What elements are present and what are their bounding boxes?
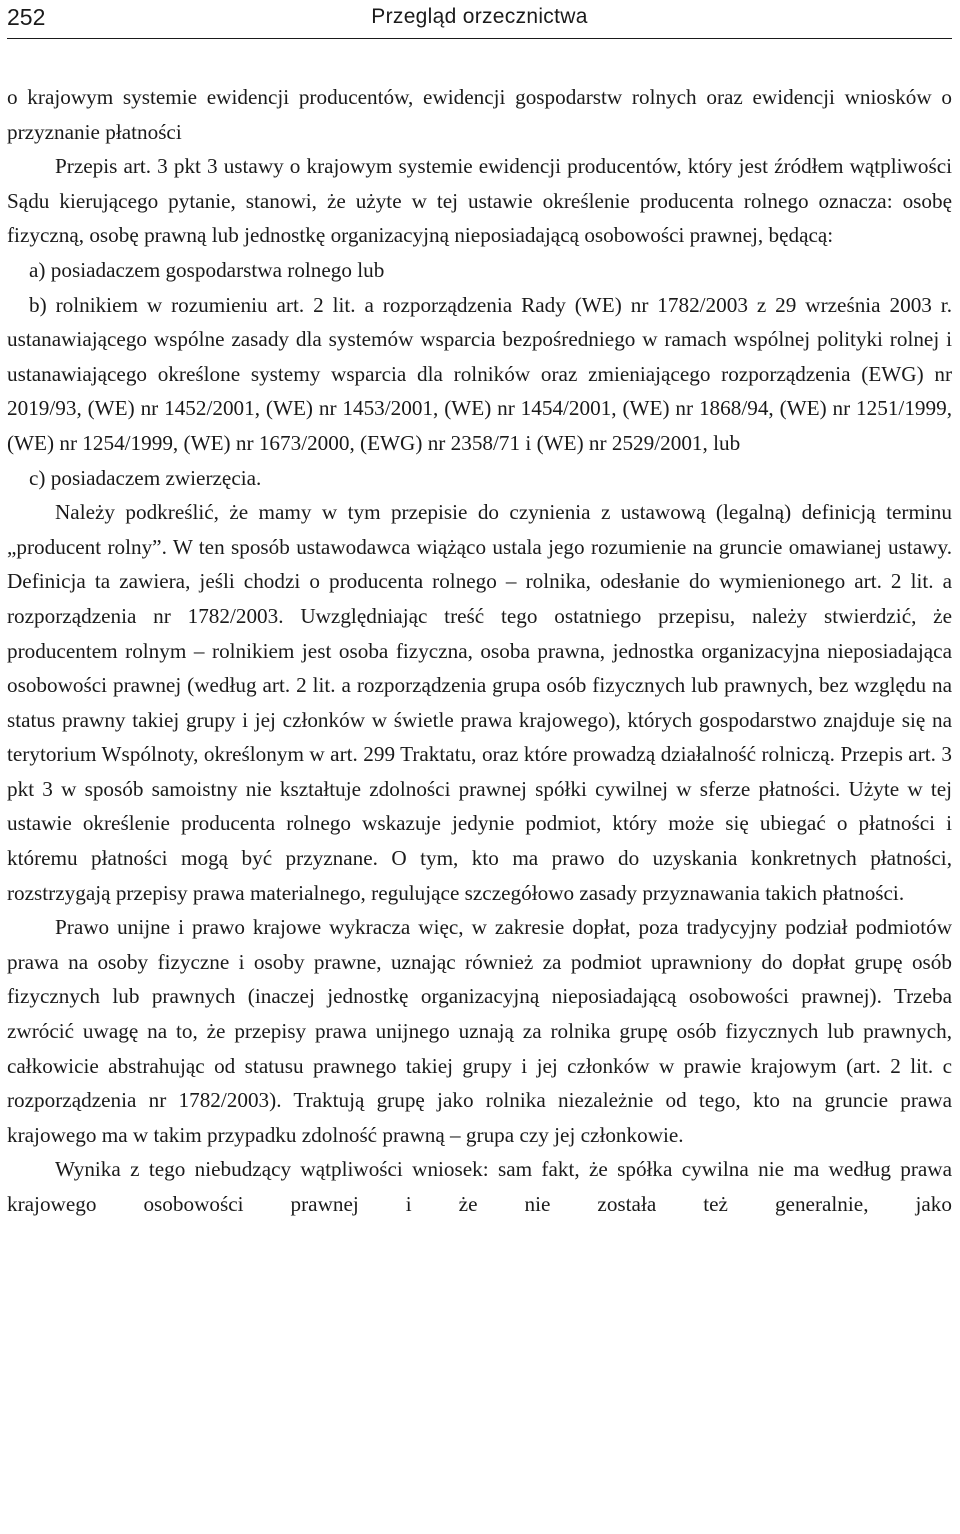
document-page: [7, 0, 952, 1534]
paragraph-analysis: Należy podkreślić, że mamy w tym przepisie do czynienia z ustawową (legalną) definicją terminu „producent rolny”. W ten sposób ustawodawca wiążąco ustala jego rozumienie na gruncie omawianej ustawy. Definicja ta zawiera, jeśli chodzi o producenta rolnego – rolnika, odesłanie do wymienionego art. 2 lit. a rozporządzenia nr 1782/2003. Uwzględniając treść tego ostatniego przepisu, należy stwierdzić, że producentem rolnym – rolnikiem jest osoba fizyczna, osoba prawna, jednostka organizacyjna nieposiadająca osobowości prawnej (według art. 2 lit. a rozporządzenia grupa osób fizycznych lub prawnych, bez względu na status prawny takiej grupy i jej członków w świetle prawa krajowego), których gospodarstwo znajduje się na terytorium Wspólnoty, określonym w art. 299 Traktatu, oraz które prowadzą działalność rolniczą. Przepis art. 3 pkt 3 w sposób samoistny nie kształtuje zdolności prawnej spółki cywilnej w sferze płatności. Użyte w tej ustawie określenie producenta rolnego wskazuje jedynie podmiot, który może się ubiegać o płatności i któremu płatności mogą być przyznane. O tym, kto ma prawo do uzyskania konkretnych płatności, rozstrzygają przepisy prawa materialnego, regulujące szczegółowo zasady przyznawania takich płatności.: [7, 500, 952, 905]
list-item-c: c) posiadaczem zwierzęcia.: [29, 465, 262, 490]
paragraph-conclusion: Wynika z tego niebudzący wątpliwości wniosek: sam fakt, że spółka cywilna nie ma według prawa krajowego osobowości prawnej i że nie została też generalnie, jako: [7, 1157, 952, 1216]
paragraph-definition: Przepis art. 3 pkt 3 ustawy o krajowym systemie ewidencji producentów, który jest źródłem wątpliwości Sądu kierującego pytanie, stanowi, że użyte w tej ustawie określenie producenta rolnego oznacza: osobę fizyczną, osobę prawną lub jednostkę organizacyjną nieposiadającą osobowości prawnej, będącą:: [7, 154, 952, 248]
list-item-b: b) rolnikiem w rozumieniu art. 2 lit. a rozporządzenia Rady (WE) nr 1782/2003 z 29 września 2003 r. ustanawiającego wspólne zasady dla systemów wsparcia bezpośredniego w ramach wspólnej polityki rolnej i ustanawiającego określone systemy wsparcia dla rolników oraz zmieniającego rozporządzenia (EWG) nr 2019/93, (WE) nr 1452/2001, (WE) nr 1453/2001, (WE) nr 1454/2001, (WE) nr 1868/94, (WE) nr 1251/1999, (WE) nr 1254/1999, (WE) nr 1673/2000, (EWG) nr 2358/71 i (WE) nr 2529/2001, lub: [7, 292, 952, 455]
body-text: [7, 80, 952, 1222]
paragraph-continuation: o krajowym systemie ewidencji producentów, ewidencji gospodarstw rolnych oraz ewidencji wniosków o przyznanie płatności: [7, 85, 952, 144]
list-item-a: a) posiadaczem gospodarstwa rolnego lub: [29, 257, 385, 282]
page-number: 252: [7, 4, 46, 30]
journal-title: Przegląd orzecznictwa: [371, 5, 588, 28]
paragraph-eu-law: Prawo unijne i prawo krajowe wykracza więc, w zakresie dopłat, poza tradycyjny podział podmiotów prawa na osoby fizyczne i osoby prawne, uznając również za podmiot uprawniony do dopłat grupę osób fizycznych lub prawnych (inaczej jednostkę organizacyjną nieposiadającą osobowości prawnej). Trzeba zwrócić uwagę na to, że przepisy prawa unijnego uznają za rolnika grupę osób fizycznych lub prawnych, całkowicie abstrahując od statusu prawnego takiej grupy i jej członków w prawie krajowym (art. 2 lit. c rozporządzenia nr 1782/2003). Traktują grupę jako rolnika niezależnie od tego, kto na gruncie prawa krajowego ma w takim przypadku zdolność prawną – grupa czy jej członkowie.: [7, 915, 952, 1147]
running-header: [7, 0, 952, 39]
